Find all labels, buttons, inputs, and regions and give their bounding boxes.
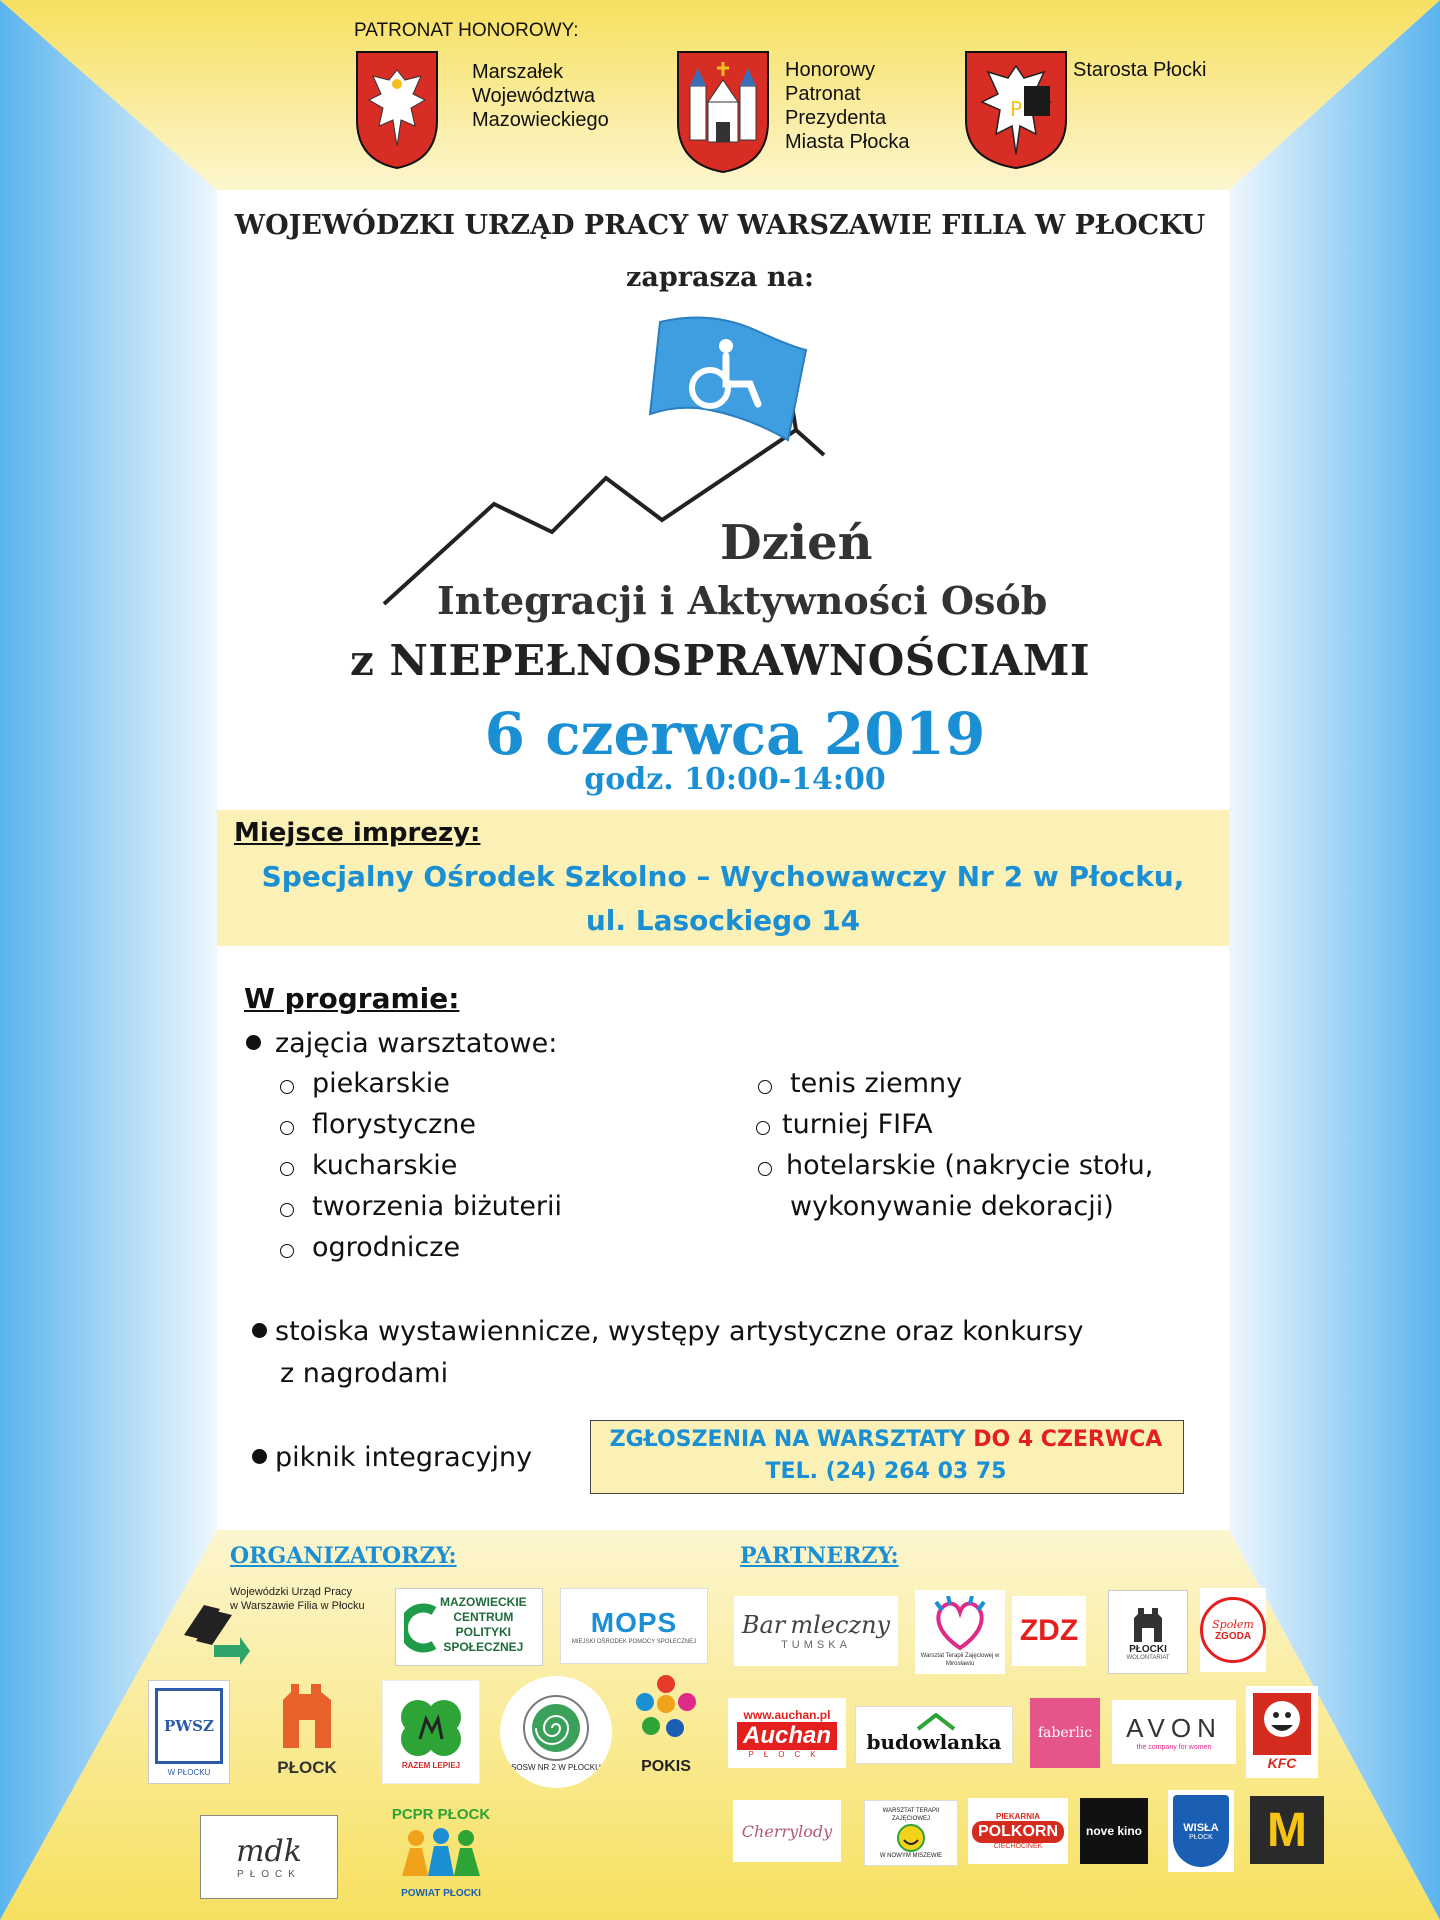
wtz-miroslaw-logo: Warsztat Terapii Zajęciowej w Mirosławiu: [915, 1590, 1005, 1674]
plocki-wolontariat-logo: PŁOCKI WOLONTARIAT: [1108, 1590, 1188, 1674]
people-icon: [398, 1826, 484, 1884]
title-line-1: Dzień: [720, 515, 873, 571]
clover-icon: [396, 1695, 466, 1761]
roof-icon: [916, 1713, 956, 1731]
circle-bullet-icon: [280, 1203, 294, 1217]
cherrylody-logo: Cherrylody: [733, 1800, 841, 1862]
mazowieckie-crest-icon: [355, 50, 439, 170]
list-item: piknik integracyjny: [252, 1442, 532, 1473]
circle-bullet-icon: [280, 1080, 294, 1094]
circle-bullet-icon: [758, 1080, 772, 1094]
auchan-logo: www.auchan.pl Auchan PŁOCK: [728, 1698, 846, 1768]
powiat-plocki-crest-icon: [964, 50, 1068, 170]
event-date: 6 czerwca 2019: [484, 700, 986, 768]
list-item: hotelarskie (nakrycie stołu,: [758, 1150, 1153, 1181]
plock-city-crest-icon: [676, 50, 770, 174]
faberlic-logo: faberlic: [1030, 1698, 1100, 1768]
pwsz-logo: PWSZ W PŁOCKU: [148, 1680, 230, 1784]
wisla-plock-logo: WISŁA PŁOCK: [1168, 1790, 1234, 1872]
list-item: kucharskie: [280, 1150, 457, 1181]
list-item: piekarskie: [280, 1068, 450, 1099]
circle-bullet-icon: [280, 1162, 294, 1176]
mcps-emblem-icon: [404, 1603, 438, 1653]
patronat-label: PATRONAT HONOROWY:: [354, 20, 579, 41]
registration-line-1: ZGŁOSZENIA NA WARSZTATY DO 4 CZERWCA: [609, 1427, 1163, 1452]
mcps-logo: MAZOWIECKIE CENTRUM POLITYKI SPOŁECZNEJ: [395, 1588, 543, 1666]
circle-bullet-icon: [280, 1244, 294, 1258]
event-hours: godz. 10:00-14:00: [584, 762, 886, 797]
title-line-2: Integracji i Aktywności Osób: [437, 578, 1048, 623]
plock-city-logo: PŁOCK: [270, 1680, 344, 1784]
colonel-icon: [1253, 1693, 1311, 1755]
invite-text: zaprasza na:: [626, 262, 814, 293]
tower-icon: [1128, 1604, 1168, 1644]
list-item: tworzenia biżuterii: [280, 1191, 562, 1222]
bar-mleczny-logo: Bar mleczny TUMSKA: [734, 1596, 898, 1666]
bullet-icon: [246, 1035, 261, 1050]
list-item: zajęcia warsztatowe:: [246, 1028, 557, 1059]
venue-line-2: ul. Lasockiego 14: [585, 904, 861, 937]
organizer-line: WOJEWÓDZKI URZĄD PRACY W WARSZAWIE FILIA W PŁOCKU: [234, 210, 1206, 241]
sosw-logo: SOSW NR 2 W PŁOCKU: [500, 1676, 612, 1788]
program-label: W programie:: [244, 982, 460, 1015]
patron-2-text: Honorowy Patronat Prezydenta Miasta Płocka: [785, 59, 910, 153]
smile-icon: [896, 1823, 926, 1853]
budowlanka-logo: budowlanka: [855, 1706, 1013, 1764]
venue-line-1: Specjalny Ośrodek Szkolno – Wychowawczy Nr 2 w Płocku,: [261, 860, 1185, 893]
circle-bullet-icon: [758, 1162, 772, 1176]
hands-heart-icon: [930, 1596, 990, 1652]
spiral-icon: [521, 1693, 591, 1763]
polkorn-logo: PIEKARNIA POLKORN CIECHOCINEK: [968, 1798, 1068, 1864]
wtz-nowe-miszewo-logo: WARSZTAT TERAPII ZAJĘCIOWEJ W NOWYM MISZEWIE: [864, 1800, 958, 1866]
list-item: ogrodnicze: [280, 1232, 460, 1263]
organizers-label: ORGANIZATORZY:: [230, 1543, 457, 1569]
list-item: florystyczne: [280, 1109, 476, 1140]
pcpr-logo: PCPR PŁOCK POWIAT PŁOCKI: [391, 1806, 491, 1899]
list-item-continuation: z nagrodami: [280, 1358, 449, 1389]
kfc-logo: KFC: [1246, 1686, 1318, 1778]
registration-phone: TEL. (24) 264 03 75: [765, 1459, 1007, 1484]
plock-castle-icon: [277, 1680, 337, 1750]
wup-logo: Wojewódzki Urząd Pracy w Warszawie Filia w Płocku: [180, 1585, 370, 1665]
patron-3-text: Starosta Płocki: [1073, 59, 1207, 81]
venue-label: Miejsce imprezy:: [234, 818, 481, 848]
circle-bullet-icon: [280, 1121, 294, 1135]
mops-logo: MOPS MIEJSKI OŚRODEK POMOCY SPOŁECZNEJ: [560, 1588, 708, 1664]
title-line-3: z NIEPEŁNOSPRAWNOŚCIAMI: [350, 636, 1090, 685]
mdk-logo: mdk PŁOCK: [200, 1815, 338, 1899]
circle-bullet-icon: [756, 1121, 770, 1135]
spolem-zgoda-logo: Społem ZGODA: [1200, 1588, 1266, 1672]
razem-lepiej-logo: RAZEM LEPIEJ: [382, 1680, 480, 1784]
nove-kino-logo: nove kino: [1080, 1798, 1148, 1864]
list-item: stoiska wystawiennicze, występy artystyczne oraz konkursy: [252, 1316, 1083, 1347]
list-item-continuation: wykonywanie dekoracji): [790, 1191, 1114, 1222]
bullet-icon: [252, 1323, 267, 1338]
svg-text:P: P: [1009, 97, 1023, 121]
partners-label: PARTNERZY:: [740, 1543, 899, 1569]
list-item: turniej FIFA: [756, 1109, 933, 1140]
patron-1-text: Marszałek Województwa Mazowieckiego: [472, 61, 609, 131]
mcdonalds-logo: M: [1250, 1796, 1324, 1864]
avon-logo: AVON the company for women: [1112, 1700, 1236, 1764]
list-item: tenis ziemny: [758, 1068, 962, 1099]
bullet-icon: [252, 1449, 267, 1464]
pokis-logo: POKIS: [626, 1674, 706, 1786]
pokis-dots-icon: [629, 1674, 703, 1754]
zdz-logo: ZDZ: [1012, 1596, 1086, 1666]
